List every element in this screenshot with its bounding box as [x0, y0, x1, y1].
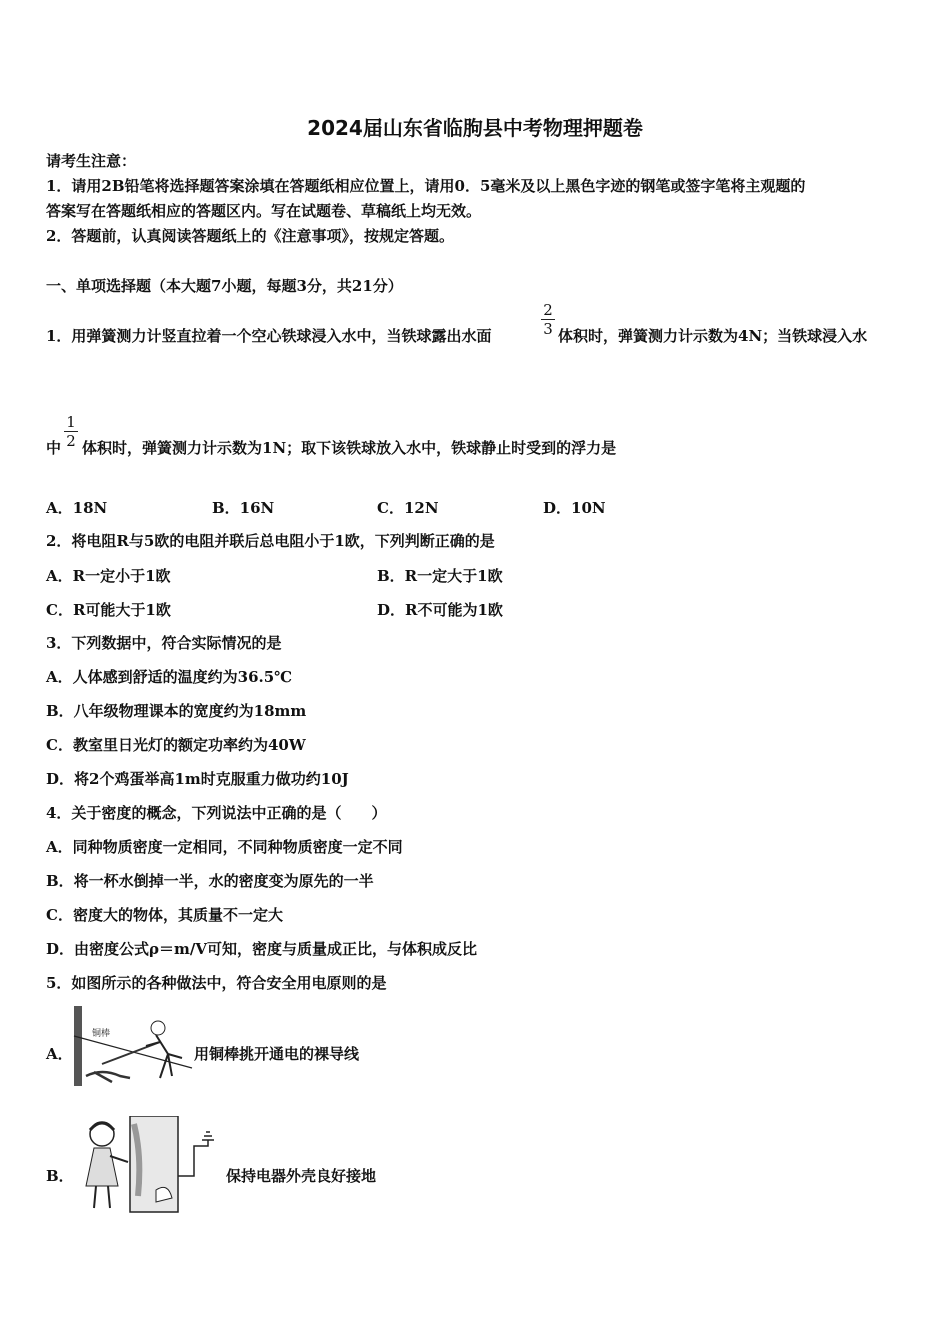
- q3-stem: 3．下列数据中，符合实际情况的是: [46, 634, 282, 652]
- q3-option-d: D．将2个鸡蛋举高1m时克服重力做功约10J: [46, 770, 349, 788]
- q1-fraction-one-half: [64, 414, 78, 449]
- q1-option-a: A．18N: [46, 499, 108, 517]
- q5-option-a-text: 用铜棒挑开通电的裸导线: [194, 1045, 360, 1063]
- q4-option-a: A．同种物质密度一定相同，不同种物质密度一定不同: [46, 838, 403, 856]
- ground-wire: [178, 1140, 208, 1176]
- q4-option-b: B．将一杯水倒掉一半，水的密度变为原先的一半: [46, 872, 374, 890]
- page-title: 2024届山东省临朐县中考物理押题卷: [307, 116, 643, 140]
- fraction-numerator: 2: [543, 301, 553, 319]
- notice-heading: 请考生注意：: [46, 152, 137, 170]
- q2-option-c: C．R可能大于1欧: [46, 601, 171, 619]
- q5-option-a-label: A．: [46, 1045, 73, 1063]
- fraction-numerator: 1: [66, 413, 76, 431]
- rod-label: 铜棒: [92, 1029, 111, 1039]
- q4-option-c: C．密度大的物体，其质量不一定大: [46, 906, 283, 924]
- fraction-denominator: 2: [66, 432, 76, 450]
- girl-legs-icon: [94, 1186, 110, 1208]
- q3-option-c: C．教室里日光灯的额定功率约为40W: [46, 736, 306, 754]
- q5-stem: 5．如图所示的各种做法中，符合安全用电原则的是: [46, 974, 387, 992]
- q1-stem-part2: 体积时，弹簧测力计示数为4N；当铁球浸入水: [558, 327, 868, 345]
- grounded-appliance-illustration: [72, 1116, 232, 1216]
- q2-option-d: D．R不可能为1欧: [377, 601, 503, 619]
- q1-stem-part3: 中: [46, 439, 62, 457]
- q1-stem-part1: 1．用弹簧测力计竖直拉着一个空心铁球浸入水中，当铁球露出水面: [46, 327, 492, 345]
- notice-item-1-cont: 答案写在答题纸相应的答题区内。写在试题卷、草稿纸上均无效。: [46, 202, 482, 220]
- notice-item-1: 1．请用2B铅笔将选择题答案涂填在答题纸相应位置上，请用0．5毫米及以上黑色字迹的钢笔或签字笔将主观题的: [46, 177, 806, 195]
- q1-option-b: B．16N: [212, 499, 275, 517]
- copper-rod-illustration: [72, 1006, 194, 1088]
- notice-item-2: 2．答题前，认真阅读答题纸上的《注意事项》，按规定答题。: [46, 227, 454, 245]
- person-head-icon: [151, 1021, 165, 1035]
- q5-option-b-text: 保持电器外壳良好接地: [226, 1167, 377, 1185]
- q2-option-a: A．R一定小于1欧: [46, 567, 171, 585]
- section-heading: 一、单项选择题（本大题7小题，每题3分，共21分）: [46, 277, 403, 295]
- q2-option-b: B．R一定大于1欧: [377, 567, 503, 585]
- q3-option-a: A．人体感到舒适的温度约为36.5℃: [46, 668, 293, 686]
- ground-symbol-icon: [202, 1132, 214, 1140]
- q1-option-c: C．12N: [377, 499, 439, 517]
- q2-stem: 2．将电阻R与5欧的电阻并联后总电阻小于1欧，下列判断正确的是: [46, 532, 495, 550]
- q1-stem-part4: 体积时，弹簧测力计示数为1N；取下该铁球放入水中，铁球静止时受到的浮力是: [82, 439, 617, 457]
- q1-option-d: D．10N: [543, 499, 606, 517]
- pole-icon: [74, 1006, 82, 1086]
- q4-stem: 4．关于密度的概念，下列说法中正确的是（ ）: [46, 804, 387, 822]
- fallen-person-icon: [86, 1072, 130, 1082]
- q4-option-d: D．由密度公式ρ＝m/V可知，密度与质量成正比，与体积成反比: [46, 940, 477, 958]
- q3-option-b: B．八年级物理课本的宽度约为18mm: [46, 702, 307, 720]
- q5-option-b-label: B．: [46, 1167, 74, 1185]
- q1-fraction-two-thirds: [541, 302, 555, 337]
- girl-dress-icon: [86, 1148, 118, 1186]
- fraction-denominator: 3: [543, 320, 553, 338]
